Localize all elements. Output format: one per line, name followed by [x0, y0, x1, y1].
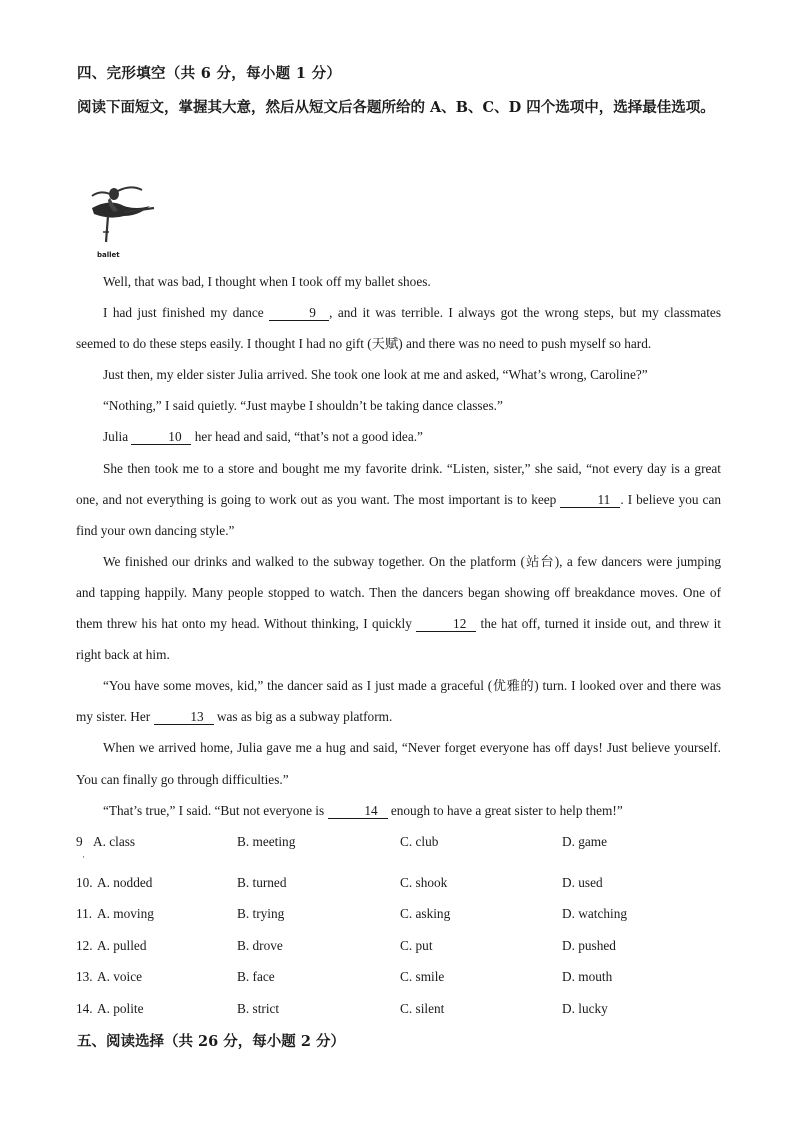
option-b[interactable]: B. face [237, 969, 275, 985]
paragraph-text: I had just finished my dance [103, 305, 270, 321]
option-c[interactable]: C. club [400, 834, 439, 849]
blank-13: 13 [154, 710, 214, 725]
option-d[interactable]: D. watching [562, 906, 627, 922]
paragraph [76, 297, 721, 359]
option-d[interactable]: D. mouth [562, 969, 613, 985]
paragraph-text: “You have some moves, kid,” the dancer said as I just made a graceful (优雅的) turn. I looked over and there was my sister. Her [76, 678, 721, 725]
option-c[interactable]: C. shook [400, 875, 448, 890]
question-number: 13. [76, 969, 93, 985]
paragraph: When we arrived home, Julia gave me a hug and said, “Never forget everyone has off days! Just believe yourself. You can finally go through difficulties.” [76, 740, 721, 787]
option-a[interactable]: A. polite [97, 1000, 144, 1016]
paragraph-text: “That’s true,” I said. “But not everyone is [103, 802, 328, 818]
stray-mark: · [82, 852, 85, 862]
option-a[interactable]: A. pulled [97, 937, 147, 953]
blank-9: 9 [269, 306, 329, 321]
section-four-instructions: 阅读下面短文，掌握其大意，然后从短文后各题所给的 A、B、C、D 四个选项中，选择最佳选项。 [77, 99, 715, 116]
option-b[interactable]: B. trying [237, 906, 285, 922]
question-number: 14. [76, 1000, 93, 1016]
blank-10: 10 [131, 430, 191, 445]
option-b[interactable]: B. turned [237, 875, 287, 890]
paragraph [76, 546, 721, 670]
question-row [76, 932, 726, 963]
paragraph-text: her head and said, “that’s not a good idea.” [191, 429, 423, 445]
section-five-title: 五、阅读选择（共 26 分，每小题 2 分） [77, 1033, 345, 1050]
question-number: 9 [76, 834, 83, 849]
paragraph-text: enough to have a great sister to help them!” [387, 802, 623, 818]
paragraph: Just then, my elder sister Julia arrived. She took one look at me and asked, “What’s wrong, Caroline?” [103, 367, 648, 383]
paragraph-text: was as big as a subway platform. [213, 709, 393, 725]
option-b[interactable]: B. meeting [237, 834, 296, 849]
figure-caption: ballet [97, 251, 120, 259]
paragraph-text: the hat off, turned it inside out, and threw it right back at him. [76, 616, 721, 663]
option-a[interactable]: A. class [93, 834, 136, 849]
paragraph-text: , and it was terrible. I always got the wrong steps, but my classmates seemed to do these steps easily. I thought I had no gift (天赋) and there was no need to push myself so hard. [76, 305, 721, 352]
option-b[interactable]: B. drove [237, 937, 283, 953]
option-c[interactable]: C. asking [400, 906, 451, 922]
paragraph [76, 453, 721, 546]
paragraph [76, 670, 721, 732]
option-a[interactable]: A. moving [97, 906, 154, 922]
blank-11: 11 [560, 493, 620, 508]
option-d[interactable]: D. used [562, 875, 603, 890]
question-number: 12. [76, 937, 93, 953]
option-c[interactable]: C. smile [400, 969, 445, 985]
ballet-dancer-icon [80, 180, 160, 252]
option-a[interactable]: A. voice [97, 969, 143, 985]
question-number: 11. [76, 906, 93, 922]
option-c[interactable]: C. put [400, 937, 433, 953]
ballet-figure [80, 180, 160, 260]
question-row [76, 869, 726, 900]
option-a[interactable]: A. nodded [97, 875, 153, 890]
blank-12: 12 [416, 617, 476, 632]
answer-options [76, 828, 726, 1026]
blank-14: 14 [328, 804, 388, 819]
question-number: 10. [76, 875, 93, 890]
option-c[interactable]: C. silent [400, 1000, 445, 1016]
paragraph [76, 795, 721, 826]
paragraph [76, 421, 721, 452]
passage [76, 266, 721, 826]
paragraph: “Nothing,” I said quietly. “Just maybe I shouldn’t be taking dance classes.” [103, 398, 503, 414]
paragraph-text: We finished our drinks and walked to the subway together. On the platform (站台), a few dancers were jumping and tapping happily. Many people stopped to watch. Then the dancers began showing off breakdance moves. One of them threw his hat onto my head. Without thinking, I quickly [76, 553, 721, 632]
question-row [76, 963, 726, 994]
option-d[interactable]: D. pushed [562, 937, 616, 953]
question-row [76, 828, 726, 869]
option-b[interactable]: B. strict [237, 1000, 280, 1016]
option-d[interactable]: D. lucky [562, 1000, 608, 1016]
option-d[interactable]: D. game [562, 834, 608, 849]
question-row [76, 995, 726, 1026]
question-row [76, 900, 726, 931]
paragraph-text: . I believe you can find your own dancing style.” [76, 491, 722, 538]
paragraph-text: Julia [103, 429, 132, 445]
paragraph: Well, that was bad, I thought when I took off my ballet shoes. [103, 274, 431, 289]
section-four-title: 四、完形填空（共 6 分，每小题 1 分） [77, 65, 342, 82]
paragraph-text: She then took me to a store and bought me my favorite drink. “Listen, sister,” she said, “not every day is a great one, and not everything is going to work out as you want. The most important is to keep [76, 460, 721, 507]
